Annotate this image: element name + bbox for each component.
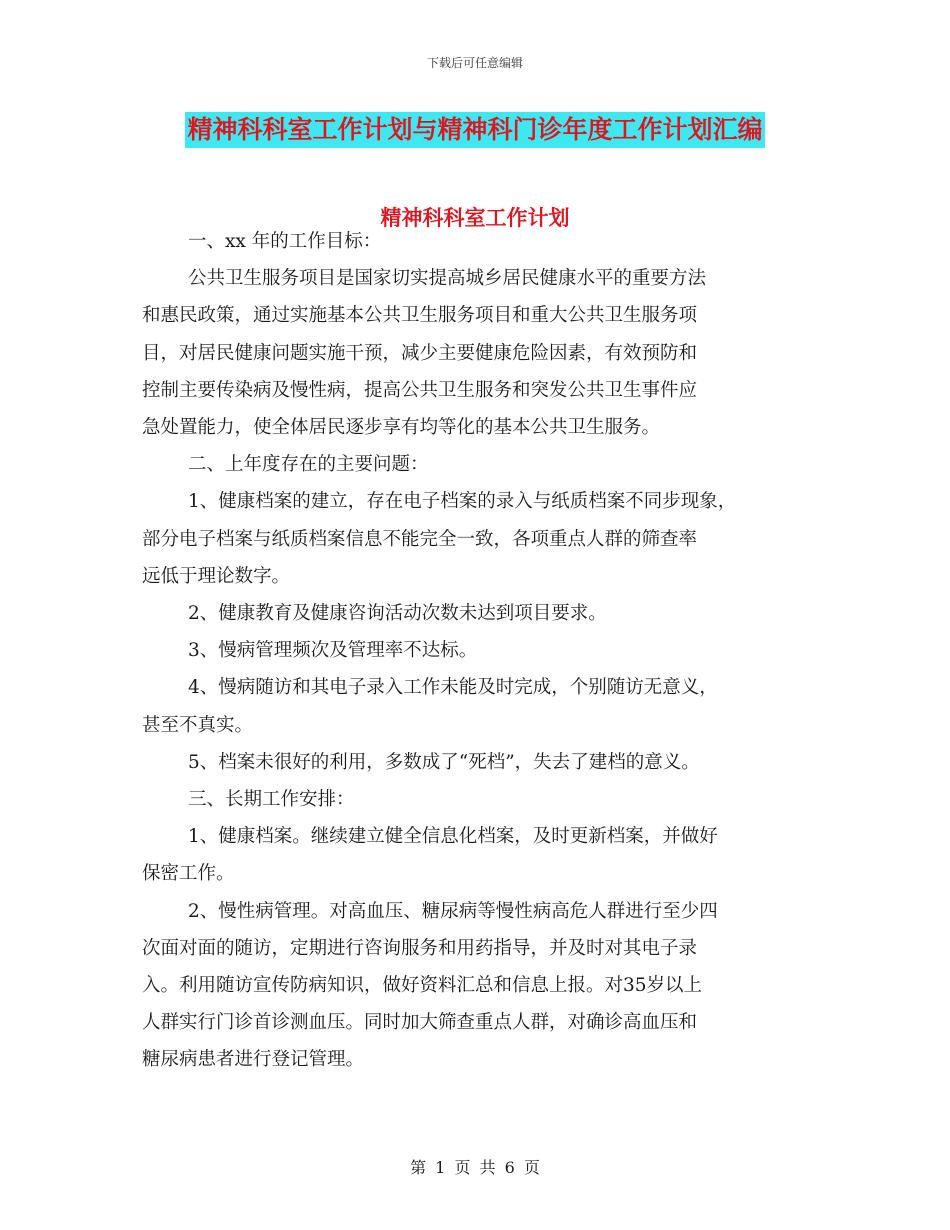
- text-line: 远低于理论数字。: [142, 565, 291, 587]
- paragraph: [142, 632, 812, 669]
- paragraph: [142, 483, 812, 595]
- text-line: 糖尿病患者进行登记管理。: [142, 1049, 365, 1071]
- paragraph: [142, 893, 812, 1079]
- text-line: 一、xx 年的工作目标：: [188, 231, 382, 252]
- paragraph: [142, 669, 812, 743]
- text-line: 4、慢病随访和其电子录入工作未能及时完成，个别随访无意义，: [188, 677, 718, 699]
- text-line: 5、档案未很好的利用，多数成了“死档”，失去了建档的意义。: [188, 751, 700, 773]
- page-footer: 第 1 页 共 6 页: [410, 1158, 540, 1177]
- text-line: 甚至不真实。: [142, 714, 254, 736]
- paragraph: [142, 260, 812, 446]
- paragraph: [142, 744, 812, 781]
- text-line: 次面对面的随访，定期进行咨询服务和用药指导，并及时对其电子录: [142, 937, 698, 959]
- text-line: 控制主要传染病及慢性病，提高公共卫生服务和突发公共卫生事件应: [142, 379, 698, 401]
- text-line: 2、慢性病管理。对高血压、糖尿病等慢性病高危人群进行至少四: [188, 900, 718, 922]
- text-line: 入。利用随访宣传防病知识，做好资料汇总和信息上报。对35岁以上: [142, 975, 703, 997]
- paragraph: [142, 446, 812, 483]
- text-line: 三、长期工作安排：: [188, 789, 355, 811]
- text-line: 1、健康档案的建立，存在电子档案的录入与纸质档案不同步现象，: [188, 491, 737, 513]
- text-line: 保密工作。: [142, 863, 235, 885]
- text-line: 和惠民政策，通过实施基本公共卫生服务项目和重大公共卫生服务项: [142, 305, 698, 327]
- page-header: 下载后可任意编辑: [426, 56, 523, 70]
- text-line: 3、慢病管理频次及管理率不达标。: [188, 640, 478, 662]
- document-title: 精神科科室工作计划与精神科门诊年度工作计划汇编: [185, 112, 764, 148]
- text-line: 二、上年度存在的主要问题：: [188, 454, 429, 476]
- text-line: 2、健康教育及健康咨询活动次数未达到项目要求。: [188, 603, 607, 625]
- text-line: 部分电子档案与纸质档案信息不能完全一致，各项重点人群的筛查率: [142, 528, 698, 550]
- paragraph: [142, 595, 812, 632]
- text-line: 1、健康档案。继续建立健全信息化档案，及时更新档案，并做好: [188, 826, 718, 848]
- paragraph: [142, 223, 812, 260]
- text-line: 公共卫生服务项目是国家切实提高城乡居民健康水平的重要方法: [188, 268, 707, 290]
- document-title-container: [0, 112, 950, 148]
- text-line: 目，对居民健康问题实施干预，减少主要健康危险因素，有效预防和: [142, 342, 698, 364]
- text-line: 人群实行门诊首诊测血压。同时加大筛查重点人群，对确诊高血压和: [142, 1012, 698, 1034]
- section-title: 精神科科室工作计划: [380, 206, 570, 230]
- document-body: [142, 223, 812, 1079]
- paragraph: [142, 781, 812, 818]
- text-line: 急处置能力，使全体居民逐步享有均等化的基本公共卫生服务。: [142, 417, 661, 439]
- paragraph: [142, 818, 812, 892]
